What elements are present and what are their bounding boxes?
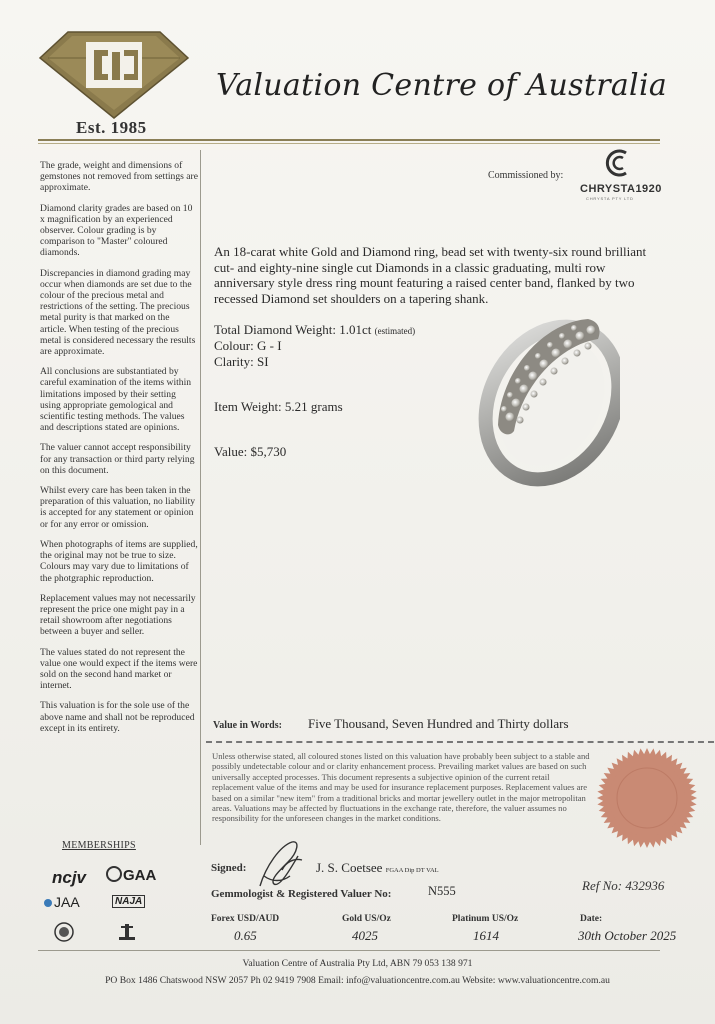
valuer-number: N555	[428, 884, 456, 898]
term-paragraph: Discrepancies in diamond grading may occur when diamonds are set due to the colour of the precious metal and restrictions of the setting. The precious metal purity is that marked on the article. When testing of the precious metal is considered necessary the results are approximate.	[40, 267, 196, 358]
platinum-label: Platinum US/Oz	[452, 914, 519, 924]
term-paragraph: The grade, weight and dimensions of gemstones not removed from settings are approximate.	[40, 160, 198, 194]
total-diamond-weight	[214, 322, 415, 338]
total-weight-note: (estimated)	[374, 326, 416, 336]
igs-seal-icon	[54, 922, 74, 942]
signed-label: Signed:	[211, 862, 247, 874]
jaa-logo-text: JAA	[54, 894, 80, 910]
signer-name	[316, 860, 439, 876]
embossed-seal	[596, 747, 698, 849]
memberships-heading: MEMBERSHIPS	[62, 840, 136, 851]
gaa-logo	[106, 866, 156, 884]
total-weight-text: Total Diamond Weight: 1.01ct	[214, 322, 372, 337]
chrysta-logo-icon	[604, 147, 630, 179]
term-paragraph: Replacement values may not necessarily represent the price one might pay in a retail showroom after negotiations between a buyer and seller.	[40, 592, 196, 638]
established-year: Est. 1985	[76, 118, 147, 137]
date-value: 30th October 2025	[578, 928, 677, 943]
value-in-words: Five Thousand, Seven Hundred and Thirty dollars	[308, 716, 569, 731]
signer-qualifications: FGAA Dip DT VAL	[385, 867, 439, 874]
colour-grade: Colour: G - I	[214, 338, 282, 353]
handwritten-signature	[252, 836, 312, 896]
chrysta-company-name: CHRYSTA1920	[580, 183, 662, 195]
contact-details: PO Box 1486 Chatswood NSW 2057 Ph 02 9419 7908 Email: info@valuationcentre.com.au Website: www.valuationcentre.com.au	[105, 975, 610, 986]
signer-name-text: J. S. Coetsee	[316, 860, 383, 875]
gemmologist-label: Gemmologist & Registered Valuer No:	[211, 888, 392, 900]
dashed-separator	[206, 741, 714, 743]
term-paragraph: All conclusions are substantiated by careful examination of the items within limitations imposed by their setting using appropriate gemological and scientific testing methods. The values and descriptions stated are opinions.	[40, 366, 192, 434]
disclaimer-text: Unless otherwise stated, all coloured stones listed on this valuation have probably been subject to a stable and possibly undetectable colour and or clarity enhancement process. Prevailing market values are based on such universally accepted processes. This document represents a subjective opinion of the current retail replacement value of the items and may be used for insurance replacement purposes. Replacement values are based on a similar "new item" from a traditional bricks and mortar jewellery outlet in the major metropolitan areas. Valuations may be affected by fluctuations in the exchange rate, therefore, the valuer assumes no responsibility for the unforeseen changes in the market conditions.	[212, 751, 590, 824]
reference-number: Ref No: 432936	[582, 878, 665, 893]
item-value: Value: $5,730	[214, 444, 287, 459]
gold-label: Gold US/Oz	[342, 914, 391, 924]
terms-sidebar	[40, 160, 198, 743]
company-title: Valuation Centre of Australia	[216, 68, 668, 103]
jaa-logo	[44, 894, 80, 910]
term-paragraph: This valuation is for the sole use of the above name and shall not be reproduced except in its entirety.	[40, 700, 195, 734]
forex-label: Forex USD/AUD	[211, 914, 280, 924]
ring-photo	[470, 305, 620, 490]
header-rule-thin	[38, 143, 660, 144]
item-weight: Item Weight: 5.21 grams	[214, 399, 343, 414]
valuers-association-icon	[116, 921, 138, 943]
company-abn: Valuation Centre of Australia Pty Ltd, ABN 79 053 138 971	[242, 958, 473, 969]
term-paragraph: Diamond clarity grades are based on 10 x magnification by an experienced observer. Colour grading is by comparison to "Master" coloured diamonds.	[40, 202, 193, 259]
term-paragraph: The valuer cannot accept responsibility for any transaction or third party relying on this document.	[40, 442, 195, 476]
header-rule	[38, 139, 660, 141]
platinum-value: 1614	[473, 928, 499, 943]
clarity-grade: Clarity: SI	[214, 354, 269, 369]
date-label: Date:	[580, 914, 603, 924]
term-paragraph: The values stated do not represent the value one would expect if the items were sold on the second hand market or internet.	[40, 646, 198, 692]
naja-logo: NAJA	[112, 895, 145, 908]
vca-diamond-logo	[38, 28, 190, 120]
commissioned-label: Commissioned by:	[488, 170, 564, 181]
column-divider	[200, 150, 201, 845]
value-in-words-label: Value in Words:	[213, 720, 282, 731]
term-paragraph: Whilst every care has been taken in the preparation of this valuation, no liability is accepted for any statement or opinion or for any error or omission.	[40, 485, 196, 530]
forex-value: 0.65	[234, 928, 257, 943]
gaa-ring-icon	[106, 866, 122, 882]
footer-rule	[38, 950, 660, 951]
chrysta-company-subtitle: CHRYSTA PTY LTD	[586, 196, 634, 201]
ncjv-logo: ncjv	[52, 868, 87, 887]
gold-value: 4025	[352, 928, 378, 943]
gaa-logo-text: GAA	[123, 867, 157, 884]
term-paragraph: When photographs of items are supplied, the original may not be true to size. Colours may vary due to limitations of the photgraphic reproduction.	[40, 538, 198, 584]
item-description: An 18-carat white Gold and Diamond ring, bead set with twenty-six round brilliant cut- and eighty-nine single cut Diamonds in a classic graduating, multi row anniversary style dress ring mount featuring a raised center band, flanked by two recessed Diamond set shoulders on a tapering shank.	[214, 244, 647, 306]
jaa-dot-icon	[44, 899, 52, 907]
